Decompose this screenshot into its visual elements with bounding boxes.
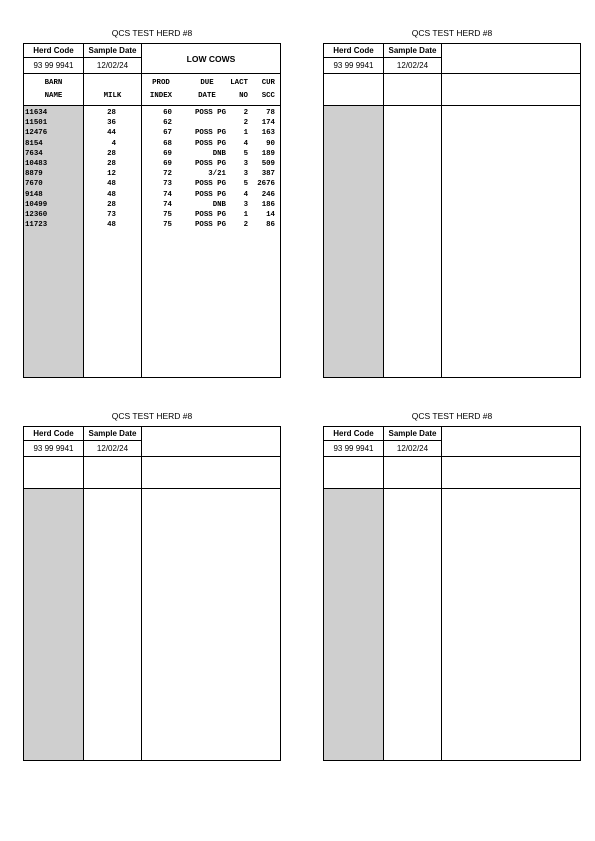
- herd-code-value: 93 99 9941: [33, 61, 74, 70]
- prod-index-cell: 69: [163, 149, 172, 158]
- barn-column-shading: [324, 106, 383, 377]
- barn-name-cell: 9148: [25, 190, 43, 199]
- sample-date-label: Sample Date: [88, 429, 137, 438]
- divider: [24, 73, 280, 74]
- milk-cell: 48: [107, 221, 116, 230]
- barn-name-cell: 11501: [25, 119, 48, 128]
- lact-no-cell: 2: [243, 119, 248, 128]
- milk-cell: 12: [107, 170, 116, 179]
- col-head-barn-1: BARN: [44, 79, 63, 87]
- due-date-cell: 3/21: [208, 170, 226, 179]
- prod-index-cell: 69: [163, 160, 172, 168]
- prod-index-cell: 74: [163, 190, 172, 199]
- divider: [441, 427, 442, 760]
- due-date-cell: DNB: [212, 200, 226, 209]
- barn-name-cell: 7670: [25, 180, 43, 189]
- barn-name-cell: 12476: [25, 129, 48, 138]
- col-head-prod-1: PROD: [152, 79, 170, 87]
- milk-cell: 48: [107, 190, 116, 199]
- prod-index-cell: 72: [163, 170, 172, 179]
- sample-date-value: 12/02/24: [96, 61, 129, 70]
- panel-top-left: [23, 27, 281, 381]
- divider: [324, 105, 580, 106]
- cur-scc-cell: 163: [261, 129, 275, 138]
- barn-name-cell: 10499: [25, 200, 48, 209]
- divider: [324, 488, 580, 489]
- divider: [24, 105, 280, 106]
- lact-no-cell: 5: [243, 149, 248, 158]
- barn-name-cell: 11723: [25, 221, 48, 230]
- due-date-cell: POSS PG: [194, 109, 226, 117]
- milk-cell: 73: [107, 211, 116, 219]
- barn-column-shading: [24, 489, 83, 760]
- lact-no-cell: 1: [243, 211, 248, 219]
- prod-index-cell: 67: [163, 129, 172, 138]
- barn-name-cell: 7634: [25, 149, 43, 158]
- panel-bottom-right: [323, 410, 581, 764]
- panel-top-right: [323, 27, 581, 381]
- cur-scc-cell: 86: [266, 221, 275, 230]
- panel-title: QCS TEST HERD #8: [411, 411, 493, 421]
- divider: [24, 488, 280, 489]
- report-title: LOW COWS: [186, 54, 236, 64]
- cur-scc-cell: 189: [261, 149, 275, 158]
- lact-no-cell: 4: [243, 139, 248, 148]
- panel-title: QCS TEST HERD #8: [411, 28, 493, 38]
- lact-no-cell: 1: [243, 129, 248, 138]
- milk-cell: 36: [107, 119, 116, 128]
- divider: [24, 456, 280, 457]
- lact-no-cell: 4: [243, 190, 248, 199]
- divider: [383, 427, 384, 760]
- barn-name-cell: 10483: [25, 160, 48, 168]
- due-date-cell: POSS PG: [194, 160, 226, 168]
- panel-title: QCS TEST HERD #8: [111, 28, 193, 38]
- cur-scc-cell: 186: [261, 200, 275, 209]
- cur-scc-cell: 509: [261, 160, 275, 168]
- col-head-due-1: DUE: [200, 79, 214, 87]
- herd-code-label: Herd Code: [333, 429, 374, 438]
- col-head-milk: MILK: [103, 92, 122, 100]
- barn-name-cell: 8154: [25, 139, 43, 148]
- herd-code-label: Herd Code: [33, 429, 74, 438]
- lact-no-cell: 2: [243, 109, 248, 117]
- divider: [383, 44, 384, 377]
- herd-code-value: 93 99 9941: [333, 61, 374, 70]
- col-head-prod-2: INDEX: [149, 92, 173, 100]
- herd-code-label: Herd Code: [333, 46, 374, 55]
- barn-name-cell: 12360: [25, 211, 48, 219]
- lact-no-cell: 2: [243, 221, 248, 230]
- divider: [441, 44, 442, 377]
- divider: [141, 427, 142, 760]
- lact-no-cell: 3: [243, 170, 248, 179]
- due-date-cell: POSS PG: [194, 221, 226, 230]
- prod-index-cell: 75: [163, 211, 172, 219]
- cur-scc-cell: 90: [266, 139, 275, 148]
- cur-scc-cell: 2676: [257, 180, 275, 189]
- cur-scc-cell: 174: [261, 119, 275, 128]
- report-card: [323, 426, 581, 761]
- barn-name-cell: 11634: [25, 109, 48, 117]
- milk-cell: 4: [111, 139, 116, 148]
- due-date-cell: POSS PG: [194, 129, 226, 138]
- prod-index-cell: 60: [163, 109, 172, 117]
- milk-cell: 28: [107, 149, 116, 158]
- col-head-barn-2: NAME: [44, 92, 63, 100]
- due-date-cell: POSS PG: [194, 180, 226, 189]
- herd-code-value: 93 99 9941: [333, 444, 374, 453]
- due-date-cell: DNB: [212, 149, 226, 158]
- herd-code-label: Herd Code: [33, 46, 74, 55]
- milk-cell: 44: [107, 129, 116, 138]
- col-head-lact-2: NO: [239, 92, 248, 100]
- herd-code-value: 93 99 9941: [33, 444, 74, 453]
- lact-no-cell: 3: [243, 200, 248, 209]
- cur-scc-cell: 246: [261, 190, 275, 199]
- prod-index-cell: 75: [163, 221, 172, 230]
- milk-cell: 28: [107, 200, 116, 209]
- panel-title: QCS TEST HERD #8: [111, 411, 193, 421]
- prod-index-cell: 74: [163, 200, 172, 209]
- cur-scc-cell: 387: [261, 170, 275, 179]
- report-card: [23, 426, 281, 761]
- milk-cell: 48: [107, 180, 116, 189]
- divider: [324, 73, 580, 74]
- prod-index-cell: 73: [163, 180, 172, 189]
- report-card: [23, 43, 281, 378]
- cur-scc-cell: 78: [266, 109, 275, 117]
- sample-date-label: Sample Date: [388, 429, 437, 438]
- col-head-scc-1: CUR: [261, 79, 275, 87]
- prod-index-cell: 68: [163, 139, 172, 148]
- milk-cell: 28: [107, 109, 116, 117]
- lact-no-cell: 5: [243, 180, 248, 189]
- due-date-cell: POSS PG: [194, 139, 226, 148]
- divider: [324, 456, 580, 457]
- sample-date-value: 12/02/24: [396, 444, 429, 453]
- due-date-cell: [184, 118, 226, 128]
- sample-date-value: 12/02/24: [396, 61, 429, 70]
- col-head-due-2: DATE: [198, 92, 216, 100]
- col-head-scc-2: SCC: [261, 92, 275, 100]
- report-card: [323, 43, 581, 378]
- barn-name-cell: 8879: [25, 170, 43, 179]
- lact-no-cell: 3: [243, 160, 248, 168]
- due-date-cell: POSS PG: [194, 190, 226, 199]
- sample-date-label: Sample Date: [388, 46, 437, 55]
- sample-date-label: Sample Date: [88, 46, 137, 55]
- prod-index-cell: 62: [163, 119, 172, 128]
- col-head-lact-1: LACT: [230, 79, 248, 87]
- sample-date-value: 12/02/24: [96, 444, 129, 453]
- due-date-cell: POSS PG: [194, 211, 226, 219]
- panel-bottom-left: [23, 410, 281, 764]
- milk-cell: 28: [107, 160, 116, 168]
- divider: [83, 427, 84, 760]
- cur-scc-cell: 14: [266, 211, 275, 219]
- barn-column-shading: [324, 489, 383, 760]
